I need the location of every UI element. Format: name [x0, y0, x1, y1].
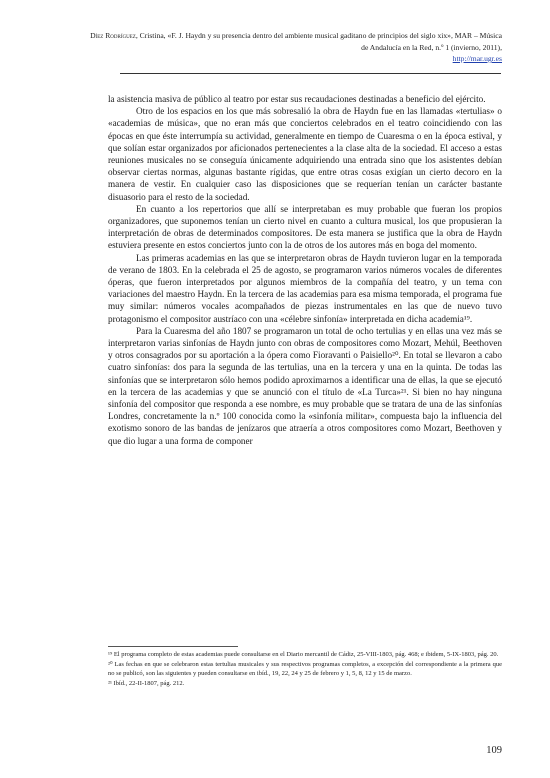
- footnote: ²⁰ Las fechas en que se celebraron estas tertulias musicales y sus respectivos programas completos, a excepción del correspondiente a la primera que no se publicó, son las siguientes y pueden consultarse en ibíd., 19, 22, 24 y 25 de febrero y 1, 5, 8, 12 y 15 de marzo.: [108, 660, 502, 678]
- header-author: Díez Rodríguez: [90, 31, 136, 40]
- footnote-divider: [108, 646, 238, 647]
- running-header: [82, 30, 502, 65]
- paragraph: la asistencia masiva de público al teatro por estar sus recaudaciones destinadas a beneficio del ejército.: [108, 94, 486, 104]
- header-citation: , Cristina, «F. J. Haydn y su presencia dentro del ambiente musical gaditano de principios del siglo xix», MAR – Música de Andalucía en la Red, n.º 1 (invierno, 2011),: [135, 31, 502, 52]
- paragraph: En cuanto a los repertorios que allí se interpretaban es muy probable que fueran los propios organizadores, que suponemos tenían un cierto nivel en cuanto a cultura musical, los que propusieran la interpretación de obras de determinados compositores. De esta manera se justifica que la obra de Haydn estuviera presente en estos conciertos junto con la de otros de los autores más en boga del momento.: [108, 203, 502, 251]
- footnote: ¹⁹ El programa completo de estas academias puede consultarse en el Diario mercantil de Cádiz, 25-VIII-1803, pág. 468; e ibidem, 5-IX-1803, pág. 20.: [108, 651, 499, 658]
- page-number: 109: [486, 745, 502, 756]
- body-text: [108, 93, 502, 447]
- header-url-link[interactable]: http://mar.ugr.es: [452, 54, 502, 63]
- paragraph: Otro de los espacios en los que más sobresalió la obra de Haydn fue en las llamadas «tertulias» o «academias de música», que no eran más que conciertos celebrados en el teatro coincidiendo con las épocas en que éste interrumpía su actividad, generalmente en tiempo de Cuaresma o en la época estival, y que solían estar organizados por aficionados pertenecientes a la clase alta de la sociedad. El acceso a estas reuniones musicales no se conseguía únicamente adquiriendo una entrada sino que los asistentes debían observar ciertas normas, algunas bastante rígidas, que entre otras cosas exigían un cierto decoro en la manera de vestir. En cualquier caso las disposiciones que se requerían tenían un carácter bastante disuasorio para el resto de la sociedad.: [108, 106, 502, 202]
- paragraph: Las primeras academias en las que se interpretaron obras de Haydn tuvieron lugar en la temporada de verano de 1803. En la celebrada el 25 de agosto, se programaron varios números vocales de diferentes óperas, que fueron interpretados por algunos miembros de la compañía del teatro, y un tema con variaciones del maestro Haydn. En la tercera de las academias para esa misma temporada, el programa fue muy similar: números vocales acompañados de piezas instrumentales en las que de nuevo tuvo protagonismo el compositor austríaco con una «célebre sinfonía» interpretada en dicha academia¹⁹.: [108, 252, 502, 324]
- paragraph: Para la Cuaresma del año 1807 se programaron un total de ocho tertulias y en ellas una vez más se interpretaron varias sinfonías de Haydn junto con obras de compositores como Mozart, Mehúl, Beethoven y otros consagrados por su aportación a la ópera como Fioravanti o Paisiello²⁰. En total se llevaron a cabo cuatro sinfonías: dos para la segunda de las tertulias, una en la tercera y una en la quinta. De todas las sinfonías que se interpretaron sólo hemos podido aproximarnos a identificar una de ellas, la que se ejecutó en la tercera de las academias y que se anunció con el título de «La Turca»²¹. Si bien no hay ninguna sinfonía del compositor que responda a ese nombre, es muy probable que se tratara de una de las sinfonías Londres, concretamente la n.º 100 conocida como la «sinfonía militar», compuesta bajo la influencia del exotismo sonoro de las bandas de jenízaros que atraería a otros compositores como Mozart, Beethoven y que dio lugar a una forma de componer: [108, 325, 502, 446]
- header-divider: [120, 73, 501, 74]
- footnote: ²¹ Ibíd., 22-II-1807, pág. 212.: [108, 679, 185, 687]
- footnotes: [108, 650, 502, 688]
